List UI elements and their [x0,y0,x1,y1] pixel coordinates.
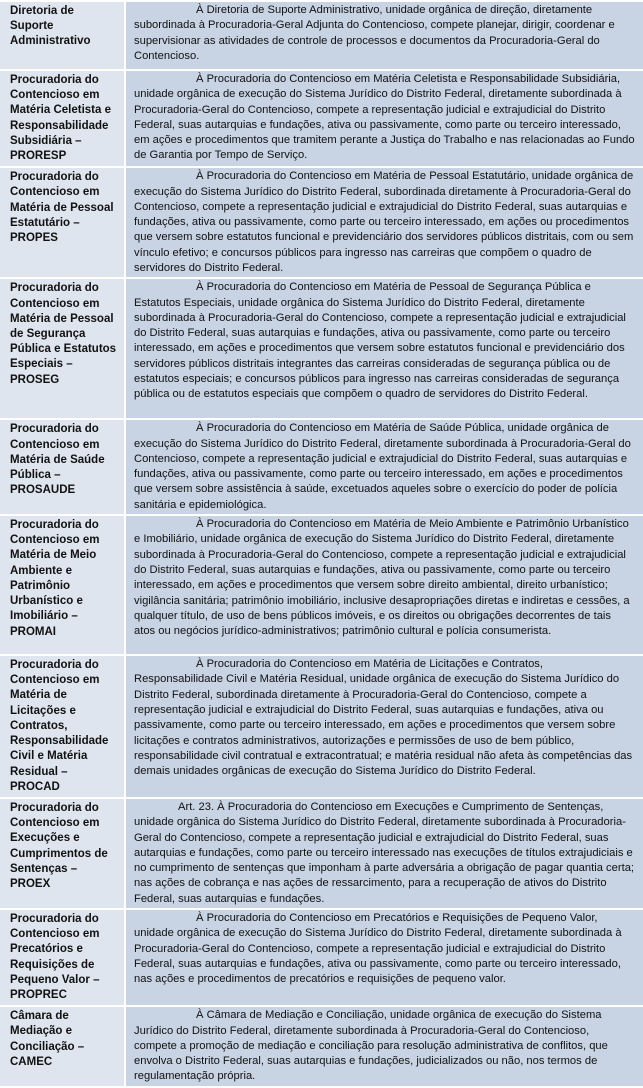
table-row [0,419,643,515]
unit-description [125,278,643,419]
table-row [0,798,643,909]
description-text: À Diretoria de Suporte Administrativo, unidade orgânica de direção, diretamente subordinada à Procuradoria-Geral Adjunta do Contencioso, compete planejar, dirigir, coordenar e supervisionar as atividades de controle de processos e documentos da Procuradoria-Geral do Contencioso. [134,4,615,62]
unit-name: Procuradoria do Contencioso em Execuções e Cumprimentos de Sentenças – PROEX [0,798,125,909]
table-row [0,278,643,419]
table-row [0,70,643,167]
unit-description [125,655,643,798]
unit-name: Procuradoria do Contencioso em Matéria de Pessoal de Segurança Pública e Estatutos Especiais – PROSEG [0,278,125,419]
unit-name: Procuradoria do Contencioso em Matéria de Licitações e Contratos, Responsabilidade Civil e Matéria Residual – PROCAD [0,655,125,798]
description-text: À Câmara de Mediação e Conciliação, unidade orgânica de execução do Sistema Jurídico do Distrito Federal, diretamente subordinada à Procuradoria-Geral do Contencioso, compete a promoção de mediação e conciliação para resolução administrativa de conflitos, que envolva o Distrito Federal, suas autarquias e fundações, judicializados ou não, nos termos de regulamentação própria. [134,1009,608,1083]
unit-description [125,419,643,515]
table-row [0,1,643,70]
description-text: À Procuradoria do Contencioso em Matéria de Pessoal de Segurança Pública e Estatutos Especiais, unidade orgânica do Sistema Jurídico do Distrito Federal, diretamente subordinada à Procuradoria-Geral do Contencioso, compete a representação judicial e extrajudicial do Distrito Federal, suas autarquias e fundações, ativa ou passivamente, como parte ou terceiro interessado, em ações e procedimentos que versem sobre estatutos funcional e previdenciário dos servidores públicos distritais integrantes das carreiras consideradas de segurança pública ou de estatutos especiais; e concursos públicos para ingresso nas carreiras consideradas de segurança pública ou de estatutos especiais que compõem o quadro de servidores do Distrito Federal. [134,281,626,401]
table-row [0,1006,643,1086]
table-row [0,167,643,278]
description-text: À Procuradoria do Contencioso em Matéria de Pessoal Estatutário, unidade orgânica de execução do Sistema Jurídico do Distrito Federal, subordinada diretamente à Procuradoria-Geral do Contencioso, compete a representação judicial e extrajudicial do Distrito Federal, suas autarquias e fundações, ativa ou passivamente, como parte ou terceiro interessado, em ações ou procedimentos que versem sobre estatutos funcional e previdenciário dos servidores públicos distritais, com ou sem vínculo efetivo; e concursos públicos para ingresso nas carreiras que compõem o quadro de servidores do Distrito Federal. [134,170,634,274]
description-text: À Procuradoria do Contencioso em Matéria Celetista e Responsabilidade Subsidiária, unidade orgânica de execução do Sistema Jurídico do Distrito Federal, diretamente subordinada à Procuradoria-Geral do Contencioso, compete a representação judicial e extrajudicial do Distrito Federal, suas autarquias e fundações, ativa ou passivamente, como parte ou terceiro interessado, em ações e procedimentos que tramitem perante a Justiça do Trabalho e nas relacionadas ao Fundo de Garantia por Tempo de Serviço. [134,73,635,162]
description-text: À Procuradoria do Contencioso em Matéria de Saúde Pública, unidade orgânica de execução do Sistema Jurídico do Distrito Federal, diretamente subordinada à Procuradoria-Geral do Contencioso, compete a representação judicial e extrajudicial do Distrito Federal, suas autarquias e fundações, ativa ou passivamente, como parte ou terceiro interessado, em ações e procedimentos que versem sobre assistência à saúde, excetuados aqueles sobre o exercício do poder de polícia sanitária e epidemiológica. [134,422,631,511]
unit-name: Procuradoria do Contencioso em Matéria de Pessoal Estatutário – PROPES [0,167,125,278]
unit-description [125,1006,643,1086]
description-text: Art. 23. À Procuradoria do Contencioso em Execuções e Cumprimento de Sentenças, unidade orgânica do Sistema Jurídico do Distrito Federal, diretamente subordinada à Procuradoria-Geral do Contencioso, compete a representação judicial e extrajudicial do Distrito Federal, suas autarquias e fundações, como parte ou terceiro interessado nas execuções de títulos extrajudiciais e no cumprimento de sentenças que imponham à parte adversária a obrigação de pagar quantia certa; nas ações de cobrança e nas ações de ressarcimento, para a recuperação de ativos do Distrito Federal, suas autarquias e fundações. [134,800,635,905]
unit-name: Procuradoria do Contencioso em Matéria de Meio Ambiente e Patrimônio Urbanístico e Imobiliário – PROMAI [0,515,125,655]
unit-name: Procuradoria do Contencioso em Precatórios e Requisições de Pequeno Valor – PROPREC [0,909,125,1006]
table-row [0,909,643,1006]
unit-description [125,167,643,278]
description-text: À Procuradoria do Contencioso em Matéria de Meio Ambiente e Patrimônio Urbanístico e Imobiliário, unidade orgânica de execução do Sistema Jurídico do Distrito Federal, diretamente subordinada à Procuradoria-Geral do Contencioso, compete a representação judicial e extrajudicial do Distrito Federal, suas autarquias e fundações, ativa ou passivamente, como parte ou terceiro interessado, em ações e procedimentos que versem sobre direito ambiental, direito urbanístico; vigilância sanitária; patrimônio imobiliário, inclusive desapropriações diretas e indiretas e cessões, a qualquer título, de uso de bens públicos imóveis, e os direitos ou obrigações decorrentes de tais atos ou negócios jurídico-administrativos; patrimônio cultural e polícia consumerista. [134,518,630,638]
description-text: À Procuradoria do Contencioso em Matéria de Licitações e Contratos, Responsabilidade Civil e Matéria Residual, unidade orgânica de execução do Sistema Jurídico do Distrito Federal, subordinada diretamente à Procuradoria-Geral do Contencioso, compete a representação judicial e extrajudicial do Distrito Federal, suas autarquias e fundações, ativa ou passivamente, como parte ou terceiro interessado, em ações e procedimentos que versem sobre licitações e contratos administrativos, autorizações e permissões de uso de bem público, responsabilidade civil contratual e extracontratual; e matéria residual não afeta às competências das demais unidades orgânicas de execução do Sistema Jurídico do Distrito Federal. [134,658,633,778]
unit-name: Câmara de Mediação e Conciliação – CAMEC [0,1006,125,1086]
unit-name: Procuradoria do Contencioso em Matéria Celetista e Responsabilidade Subsidiária – PRORESP [0,70,125,167]
unit-description [125,515,643,655]
table-row [0,515,643,655]
table-row [0,655,643,798]
unit-description [125,798,643,909]
unit-name: Diretoria de Suporte Administrativo [0,1,125,70]
unit-description [125,1,643,70]
description-text: À Procuradoria do Contencioso em Precatórios e Requisições de Pequeno Valor, unidade orgânica de execução do Sistema Jurídico do Distrito Federal, diretamente subordinada à Procuradoria-Geral do Contencioso, compete a representação judicial e extrajudicial do Distrito Federal, suas autarquias e fundações, ativa ou passivamente, como parte ou terceiro interessado, nas ações e procedimentos de precatórios e requisições de pequeno valor. [134,911,622,986]
unit-name: Procuradoria do Contencioso em Matéria de Saúde Pública – PROSAUDE [0,419,125,515]
unit-description [125,70,643,167]
unit-description [125,909,643,1006]
